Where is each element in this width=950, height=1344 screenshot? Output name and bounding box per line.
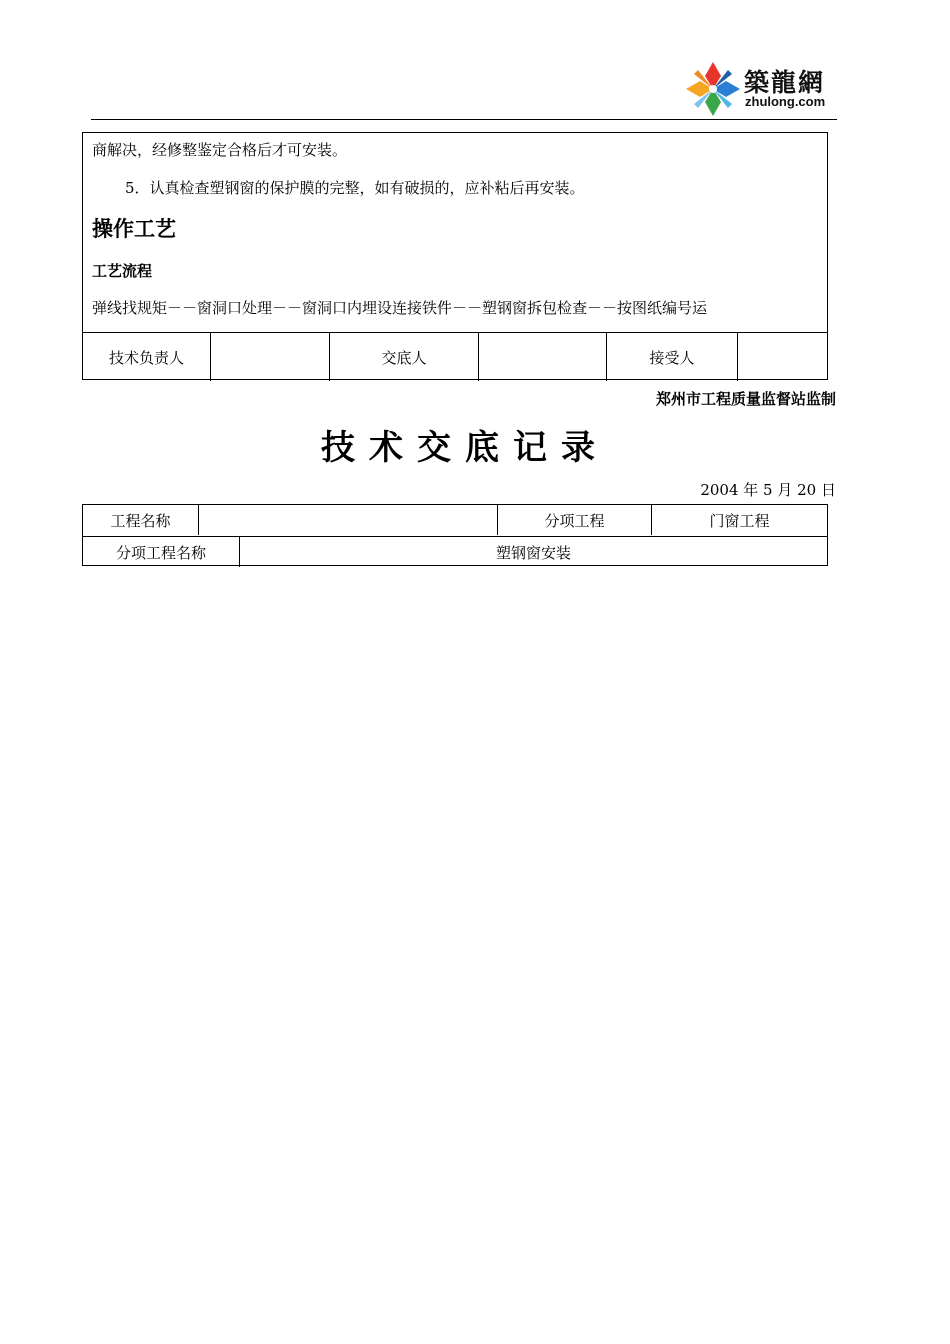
document-date: 2004 年 5 月 20 日 <box>700 481 836 499</box>
header-rule <box>91 119 837 120</box>
section-subheading: 工艺流程 <box>92 262 153 280</box>
subproject-name-value[interactable]: 塑钢窗安装 <box>239 537 827 567</box>
subproject-value[interactable]: 门窗工程 <box>651 505 827 535</box>
tech-lead-label: 技术负责人 <box>108 348 184 367</box>
project-name-field[interactable] <box>198 505 497 535</box>
logo-chinese-name: 築龍網 <box>744 68 826 97</box>
receiver-field[interactable] <box>737 333 827 381</box>
zhulong-logo <box>684 60 836 118</box>
subproject-name-label: 分项工程名称 <box>115 543 206 562</box>
subproject-label: 分项工程 <box>497 505 651 535</box>
table-row <box>83 505 827 535</box>
logo-domain: zhulong.com <box>745 94 826 109</box>
supervision-note: 郑州市工程质量监督站监制 <box>655 390 836 408</box>
project-name-label: 工程名称 <box>110 511 171 530</box>
tech-lead-field[interactable] <box>210 333 329 381</box>
body-line-1: 商解决，经修整鉴定合格后才可安装。 <box>92 141 348 159</box>
discloser-field[interactable] <box>478 333 606 381</box>
project-info-table <box>82 504 828 566</box>
body-line-2: 5．认真检查塑钢窗的保护膜的完整，如有破损的，应补粘后再安装。 <box>125 179 585 197</box>
body-line-3: 弹线找规矩－－窗洞口处理－－窗洞口内埋设连接铁件－－塑钢窗拆包检查－－按图纸编号运 <box>92 299 708 317</box>
continuation-box <box>82 132 828 380</box>
discloser-label: 交底人 <box>329 333 478 381</box>
receiver-label: 接受人 <box>606 333 737 381</box>
page-title: 技术交底记录 <box>321 428 609 468</box>
zhulong-logo-icon <box>684 60 742 118</box>
signature-row <box>83 332 827 381</box>
table-row <box>83 536 827 567</box>
section-heading: 操作工艺 <box>92 217 176 241</box>
